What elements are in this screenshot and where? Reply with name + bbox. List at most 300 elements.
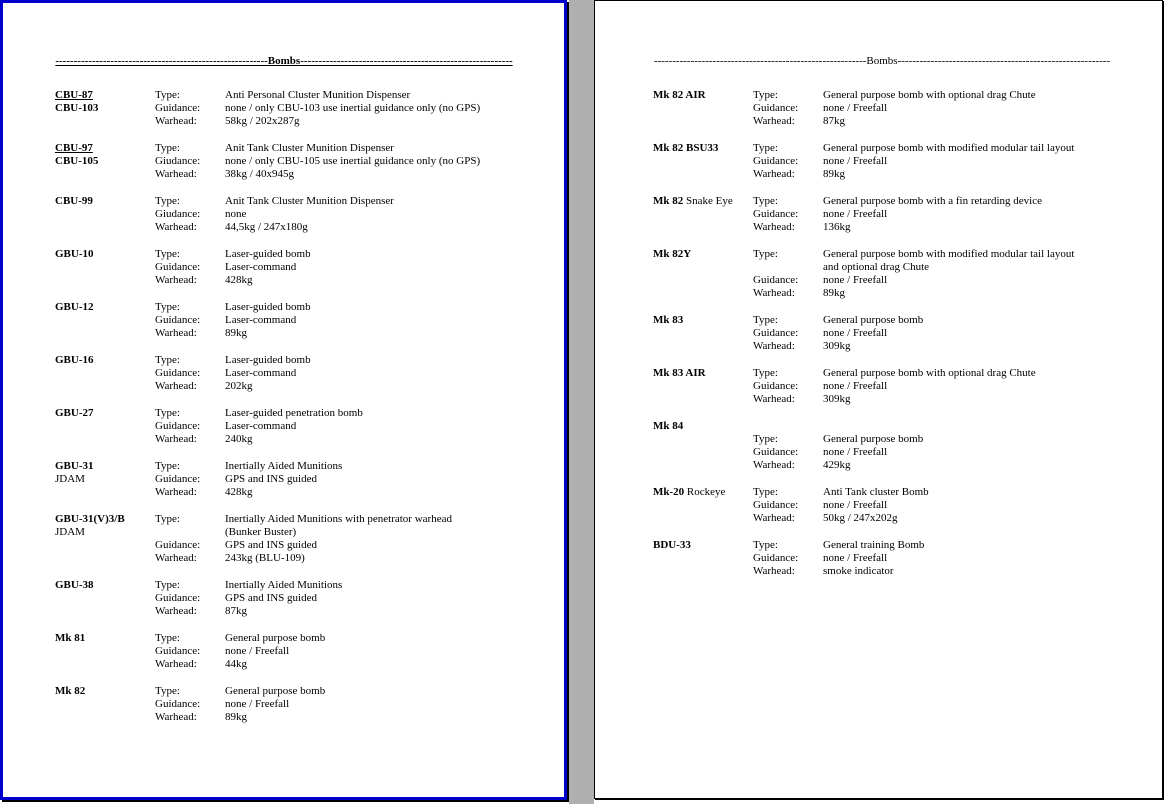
weapon-name-line — [55, 102, 155, 115]
field-row — [753, 155, 1122, 168]
field-row — [155, 155, 524, 168]
weapon-entry — [55, 89, 524, 128]
weapon-name-text: Mk 82 — [653, 195, 684, 207]
field-row — [155, 195, 524, 208]
field-row — [753, 512, 1122, 525]
field-label: Type: — [155, 248, 180, 260]
field-row — [155, 142, 524, 155]
field-label: Type: — [753, 486, 778, 498]
weapon-name — [55, 248, 155, 287]
weapon-entry — [55, 460, 524, 499]
field-value: General purpose bomb — [823, 433, 924, 445]
field-label: Guidance: — [155, 592, 201, 604]
weapon-name-text: CBU-97 — [55, 142, 93, 154]
field-value: General purpose bomb — [225, 685, 326, 697]
weapon-fields — [155, 301, 524, 340]
field-row — [753, 142, 1122, 155]
weapon-name — [653, 89, 753, 128]
field-value: none / Freefall — [823, 102, 888, 114]
field-row — [753, 539, 1122, 552]
page-gutter — [569, 0, 594, 804]
field-label: Guidance: — [155, 698, 201, 710]
field-row — [753, 486, 1122, 499]
field-row — [155, 526, 524, 539]
field-label: Type: — [155, 513, 180, 525]
field-row — [753, 248, 1122, 261]
field-row — [753, 340, 1122, 353]
field-label: Type: — [753, 367, 778, 379]
weapon-entry — [55, 142, 524, 181]
weapon-name-text: Mk 83 AIR — [653, 367, 706, 379]
field-value: 136kg — [823, 221, 851, 233]
field-value: Laser-command — [225, 420, 297, 432]
page-header — [653, 55, 1111, 68]
weapon-name — [55, 354, 155, 393]
weapon-entry — [653, 142, 1122, 181]
field-label: Warhead: — [753, 565, 795, 577]
field-label: Warhead: — [155, 274, 197, 286]
weapon-fields — [155, 195, 524, 234]
weapon-name — [55, 89, 155, 128]
field-value: Laser-command — [225, 261, 297, 273]
weapon-name-line — [653, 195, 753, 208]
field-label: Giudance: — [155, 155, 201, 167]
field-value: none / Freefall — [823, 552, 888, 564]
field-label: Guidance: — [155, 261, 201, 273]
field-row — [155, 274, 524, 287]
weapon-fields — [155, 142, 524, 181]
field-value: none — [225, 208, 247, 220]
field-label: Type: — [155, 632, 180, 644]
page-left[interactable] — [0, 0, 567, 800]
field-label: Warhead: — [155, 711, 197, 723]
field-value: 428kg — [225, 486, 253, 498]
field-row — [155, 658, 524, 671]
field-label: Warhead: — [753, 512, 795, 524]
field-label: Guidance: — [155, 102, 201, 114]
weapon-entry — [55, 513, 524, 565]
weapon-name-line — [653, 539, 753, 552]
weapon-fields — [753, 314, 1122, 353]
field-row — [155, 539, 524, 552]
weapon-entry — [653, 89, 1122, 128]
field-value: General purpose bomb — [823, 314, 924, 326]
weapon-name-text: BDU-33 — [653, 539, 691, 551]
weapon-name-line — [55, 195, 155, 208]
field-label: Guidance: — [155, 314, 201, 326]
weapon-name-line — [653, 142, 753, 155]
field-row — [155, 314, 524, 327]
field-row — [155, 486, 524, 499]
weapon-fields — [753, 195, 1122, 234]
field-label: Type: — [753, 195, 778, 207]
weapon-name-line — [55, 354, 155, 367]
field-row — [155, 711, 524, 724]
field-value: none / Freefall — [823, 446, 888, 458]
weapon-entry — [55, 579, 524, 618]
field-label: Guidance: — [753, 327, 799, 339]
field-label: Warhead: — [753, 459, 795, 471]
weapon-name — [55, 632, 155, 671]
weapon-name-line — [55, 301, 155, 314]
field-label: Type: — [753, 539, 778, 551]
weapon-name-text: Mk 81 — [55, 632, 86, 644]
field-label: Warhead: — [155, 221, 197, 233]
field-row — [753, 552, 1122, 565]
weapon-entry — [55, 685, 524, 724]
field-row — [155, 89, 524, 102]
field-value — [823, 420, 826, 433]
header-dashes-left: ---------------------------------------------------------- — [653, 55, 867, 67]
field-row — [155, 208, 524, 221]
field-value: General purpose bomb with modified modular tail layout — [823, 248, 1075, 260]
field-value: 89kg — [823, 287, 845, 299]
field-label: Type: — [155, 579, 180, 591]
weapon-name-text: JDAM — [55, 526, 85, 538]
weapon-entry — [653, 248, 1122, 300]
field-label: Type: — [753, 314, 778, 326]
field-label: Type: — [155, 142, 180, 154]
field-row — [753, 102, 1122, 115]
field-row — [155, 645, 524, 658]
weapon-fields — [753, 486, 1122, 525]
field-label: Guidance: — [155, 645, 201, 657]
field-value: 44,5kg / 247x180g — [225, 221, 308, 233]
field-label: Warhead: — [155, 552, 197, 564]
field-value: General purpose bomb with a fin retarding device — [823, 195, 1043, 207]
field-value: 50kg / 247x202g — [823, 512, 898, 524]
field-value: none / only CBU-103 use inertial guidance only (no GPS) — [225, 102, 481, 114]
weapon-name-line — [55, 632, 155, 645]
weapon-name — [653, 248, 753, 300]
weapon-name-text: GBU-31(V)3/B — [55, 513, 125, 525]
weapon-name — [55, 685, 155, 724]
weapon-name — [653, 142, 753, 181]
field-label: Warhead: — [753, 221, 795, 233]
field-value: none / Freefall — [823, 499, 888, 511]
weapon-name-line — [55, 89, 155, 102]
field-row — [753, 261, 1122, 274]
weapon-fields — [155, 513, 524, 565]
page-right[interactable] — [594, 0, 1163, 799]
weapon-name — [55, 407, 155, 446]
weapon-name-line — [55, 460, 155, 473]
field-label: Warhead: — [753, 287, 795, 299]
field-value: 44kg — [225, 658, 247, 670]
page-title: Bombs — [267, 55, 301, 67]
field-value: Laser-command — [225, 314, 297, 326]
field-value: GPS and INS guided — [225, 473, 317, 485]
page-title: Bombs — [866, 55, 898, 67]
weapon-name-text: JDAM — [55, 473, 85, 485]
field-row — [753, 195, 1122, 208]
header-dashes-right: ---------------------------------------------------------- — [897, 55, 1111, 67]
field-value: none / Freefall — [823, 327, 888, 339]
weapon-entry — [55, 248, 524, 287]
field-value: 87kg — [823, 115, 845, 127]
field-row — [753, 446, 1122, 459]
field-label: Guidance: — [753, 102, 799, 114]
field-value: 38kg / 40x945g — [225, 168, 295, 180]
field-label: Guidance: — [155, 539, 201, 551]
field-row — [155, 433, 524, 446]
field-row — [753, 499, 1122, 512]
weapon-name-text: CBU-87 — [55, 89, 93, 101]
entries-list — [55, 89, 524, 724]
field-value: General training Bomb — [823, 539, 925, 551]
field-value: and optional drag Chute — [823, 261, 930, 273]
field-row — [155, 115, 524, 128]
weapon-name-line — [55, 473, 155, 486]
field-label: Warhead: — [753, 340, 795, 352]
field-row — [753, 393, 1122, 406]
weapon-fields — [155, 685, 524, 724]
weapon-entry — [653, 314, 1122, 353]
weapon-fields — [155, 89, 524, 128]
weapon-name — [55, 195, 155, 234]
weapon-name-text: Mk 83 — [653, 314, 684, 326]
field-value: smoke indicator — [823, 565, 894, 577]
field-value: Inertially Aided Munitions with penetrator warhead — [225, 513, 452, 525]
field-row — [155, 327, 524, 340]
header-dashes-right: ---------------------------------------------------------- — [300, 55, 513, 67]
field-value: 87kg — [225, 605, 247, 617]
weapon-name-text: CBU-105 — [55, 155, 99, 167]
weapon-name-line — [653, 367, 753, 380]
field-value: none / Freefall — [823, 208, 888, 220]
field-row — [155, 367, 524, 380]
field-value: Laser-guided penetration bomb — [225, 407, 363, 419]
field-row — [155, 592, 524, 605]
weapon-name-line — [55, 407, 155, 420]
weapon-name-text: GBU-12 — [55, 301, 94, 313]
field-label: Warhead: — [155, 605, 197, 617]
weapon-entry — [653, 367, 1122, 406]
field-row — [155, 579, 524, 592]
weapon-name-text: Mk 82 AIR — [653, 89, 706, 101]
field-row — [753, 459, 1122, 472]
field-value: 89kg — [225, 711, 247, 723]
weapon-name-text: GBU-31 — [55, 460, 94, 472]
field-value: GPS and INS guided — [225, 592, 317, 604]
field-row — [155, 513, 524, 526]
field-row — [753, 287, 1122, 300]
field-value: General purpose bomb with modified modular tail layout — [823, 142, 1075, 154]
page-header — [55, 55, 513, 68]
field-label: Warhead: — [753, 115, 795, 127]
field-value: 202kg — [225, 380, 253, 392]
field-row — [753, 89, 1122, 102]
weapon-name — [653, 195, 753, 234]
field-row — [155, 354, 524, 367]
field-value: Anti Tank cluster Bomb — [823, 486, 929, 498]
field-row — [753, 327, 1122, 340]
field-label: Type: — [753, 142, 778, 154]
weapon-name-text: Mk 82 — [55, 685, 86, 697]
weapon-fields — [753, 420, 1122, 472]
weapon-name-line — [55, 155, 155, 168]
weapon-entry — [55, 301, 524, 340]
weapon-fields — [155, 407, 524, 446]
weapon-name-text: GBU-27 — [55, 407, 94, 419]
weapon-fields — [753, 142, 1122, 181]
field-row — [753, 208, 1122, 221]
field-label: Warhead: — [155, 433, 197, 445]
weapon-name-line — [653, 486, 753, 499]
field-label — [753, 420, 823, 433]
weapon-fields — [155, 579, 524, 618]
field-row — [753, 221, 1122, 234]
field-label: Warhead: — [753, 168, 795, 180]
field-value: Laser-guided bomb — [225, 248, 311, 260]
field-value: Laser-command — [225, 367, 297, 379]
field-label — [753, 261, 823, 274]
field-label: Type: — [753, 89, 778, 101]
field-row — [155, 248, 524, 261]
field-row — [155, 460, 524, 473]
field-value: 309kg — [823, 340, 851, 352]
weapon-fields — [753, 539, 1122, 578]
weapon-entry — [653, 420, 1122, 472]
weapon-fields — [753, 367, 1122, 406]
field-row — [753, 168, 1122, 181]
weapon-name-text: GBU-10 — [55, 248, 94, 260]
field-label: Type: — [155, 354, 180, 366]
weapon-name-text: Rockeye — [684, 486, 726, 498]
field-value: Laser-guided bomb — [225, 301, 311, 313]
field-label: Guidance: — [753, 208, 799, 220]
field-label: Type: — [155, 685, 180, 697]
field-value: none / Freefall — [225, 698, 290, 710]
weapon-name — [55, 579, 155, 618]
field-row — [155, 473, 524, 486]
field-value: Anit Tank Cluster Munition Dispenser — [225, 142, 394, 154]
weapon-name-line — [55, 142, 155, 155]
field-label: Warhead: — [753, 393, 795, 405]
field-value: none / Freefall — [225, 645, 290, 657]
weapon-fields — [155, 632, 524, 671]
field-label: Warhead: — [155, 486, 197, 498]
field-value: 243kg (BLU-109) — [225, 552, 305, 564]
field-row — [155, 552, 524, 565]
field-row — [753, 367, 1122, 380]
field-value: 58kg / 202x287g — [225, 115, 300, 127]
field-value: none / Freefall — [823, 380, 888, 392]
weapon-name — [653, 486, 753, 525]
weapon-name-line — [55, 248, 155, 261]
weapon-entry — [55, 354, 524, 393]
field-row — [155, 102, 524, 115]
field-value: General purpose bomb with optional drag Chute — [823, 89, 1036, 101]
weapon-entry — [653, 486, 1122, 525]
field-label: Type: — [155, 89, 180, 101]
field-label: Type: — [155, 460, 180, 472]
field-label: Type: — [753, 248, 778, 260]
field-label: Warhead: — [155, 168, 197, 180]
field-row — [155, 221, 524, 234]
field-value: none / only CBU-105 use inertial guidance only (no GPS) — [225, 155, 481, 167]
weapon-name-text: CBU-99 — [55, 195, 93, 207]
weapon-name-line — [653, 314, 753, 327]
weapon-name — [55, 513, 155, 565]
field-row — [155, 168, 524, 181]
weapon-fields — [155, 460, 524, 499]
weapon-entry — [55, 195, 524, 234]
weapon-name-line — [653, 89, 753, 102]
weapon-entry — [55, 407, 524, 446]
field-label: Guidance: — [155, 367, 201, 379]
field-row — [155, 380, 524, 393]
field-row — [155, 407, 524, 420]
field-row — [753, 433, 1122, 446]
weapon-name — [55, 142, 155, 181]
field-value: Inertially Aided Munitions — [225, 460, 343, 472]
weapon-name — [653, 314, 753, 353]
field-row — [753, 565, 1122, 578]
field-row — [155, 261, 524, 274]
weapon-name — [653, 420, 753, 472]
field-label: Guidance: — [753, 446, 799, 458]
weapon-fields — [753, 248, 1122, 300]
field-value: 240kg — [225, 433, 253, 445]
field-row — [155, 301, 524, 314]
field-row — [753, 420, 1122, 433]
weapon-name-text: GBU-38 — [55, 579, 94, 591]
field-row — [155, 685, 524, 698]
field-label: Type: — [753, 433, 778, 445]
field-value: Anit Tank Cluster Munition Dispenser — [225, 195, 394, 207]
field-value: 89kg — [225, 327, 247, 339]
field-value: (Bunker Buster) — [225, 526, 297, 538]
weapon-name — [653, 539, 753, 578]
field-value: Anti Personal Cluster Munition Dispenser — [225, 89, 411, 101]
field-value: General purpose bomb with optional drag Chute — [823, 367, 1036, 379]
weapon-name-line — [55, 526, 155, 539]
field-row — [753, 380, 1122, 393]
field-value: none / Freefall — [823, 155, 888, 167]
field-label: Warhead: — [155, 115, 197, 127]
weapon-name-line — [55, 685, 155, 698]
field-row — [753, 274, 1122, 287]
field-row — [155, 632, 524, 645]
field-label: Type: — [155, 195, 180, 207]
field-value: General purpose bomb — [225, 632, 326, 644]
field-label: Guidance: — [753, 155, 799, 167]
weapon-name — [55, 460, 155, 499]
field-value: 89kg — [823, 168, 845, 180]
weapon-name-text: GBU-16 — [55, 354, 94, 366]
weapon-fields — [155, 248, 524, 287]
field-value: 309kg — [823, 393, 851, 405]
weapon-name — [55, 301, 155, 340]
weapon-name-line — [653, 248, 753, 261]
field-value: GPS and INS guided — [225, 539, 317, 551]
field-label: Warhead: — [155, 658, 197, 670]
weapon-name-text: Mk 82Y — [653, 248, 692, 260]
field-label: Guidance: — [753, 552, 799, 564]
field-label — [155, 526, 225, 539]
weapon-name-line — [55, 513, 155, 526]
field-label: Guidance: — [753, 380, 799, 392]
field-label: Guidance: — [753, 499, 799, 511]
field-row — [753, 314, 1122, 327]
field-label: Type: — [155, 301, 180, 313]
field-label: Warhead: — [155, 380, 197, 392]
weapon-name-line — [55, 579, 155, 592]
field-label: Guidance: — [753, 274, 799, 286]
weapon-entry — [653, 539, 1122, 578]
field-value: 428kg — [225, 274, 253, 286]
